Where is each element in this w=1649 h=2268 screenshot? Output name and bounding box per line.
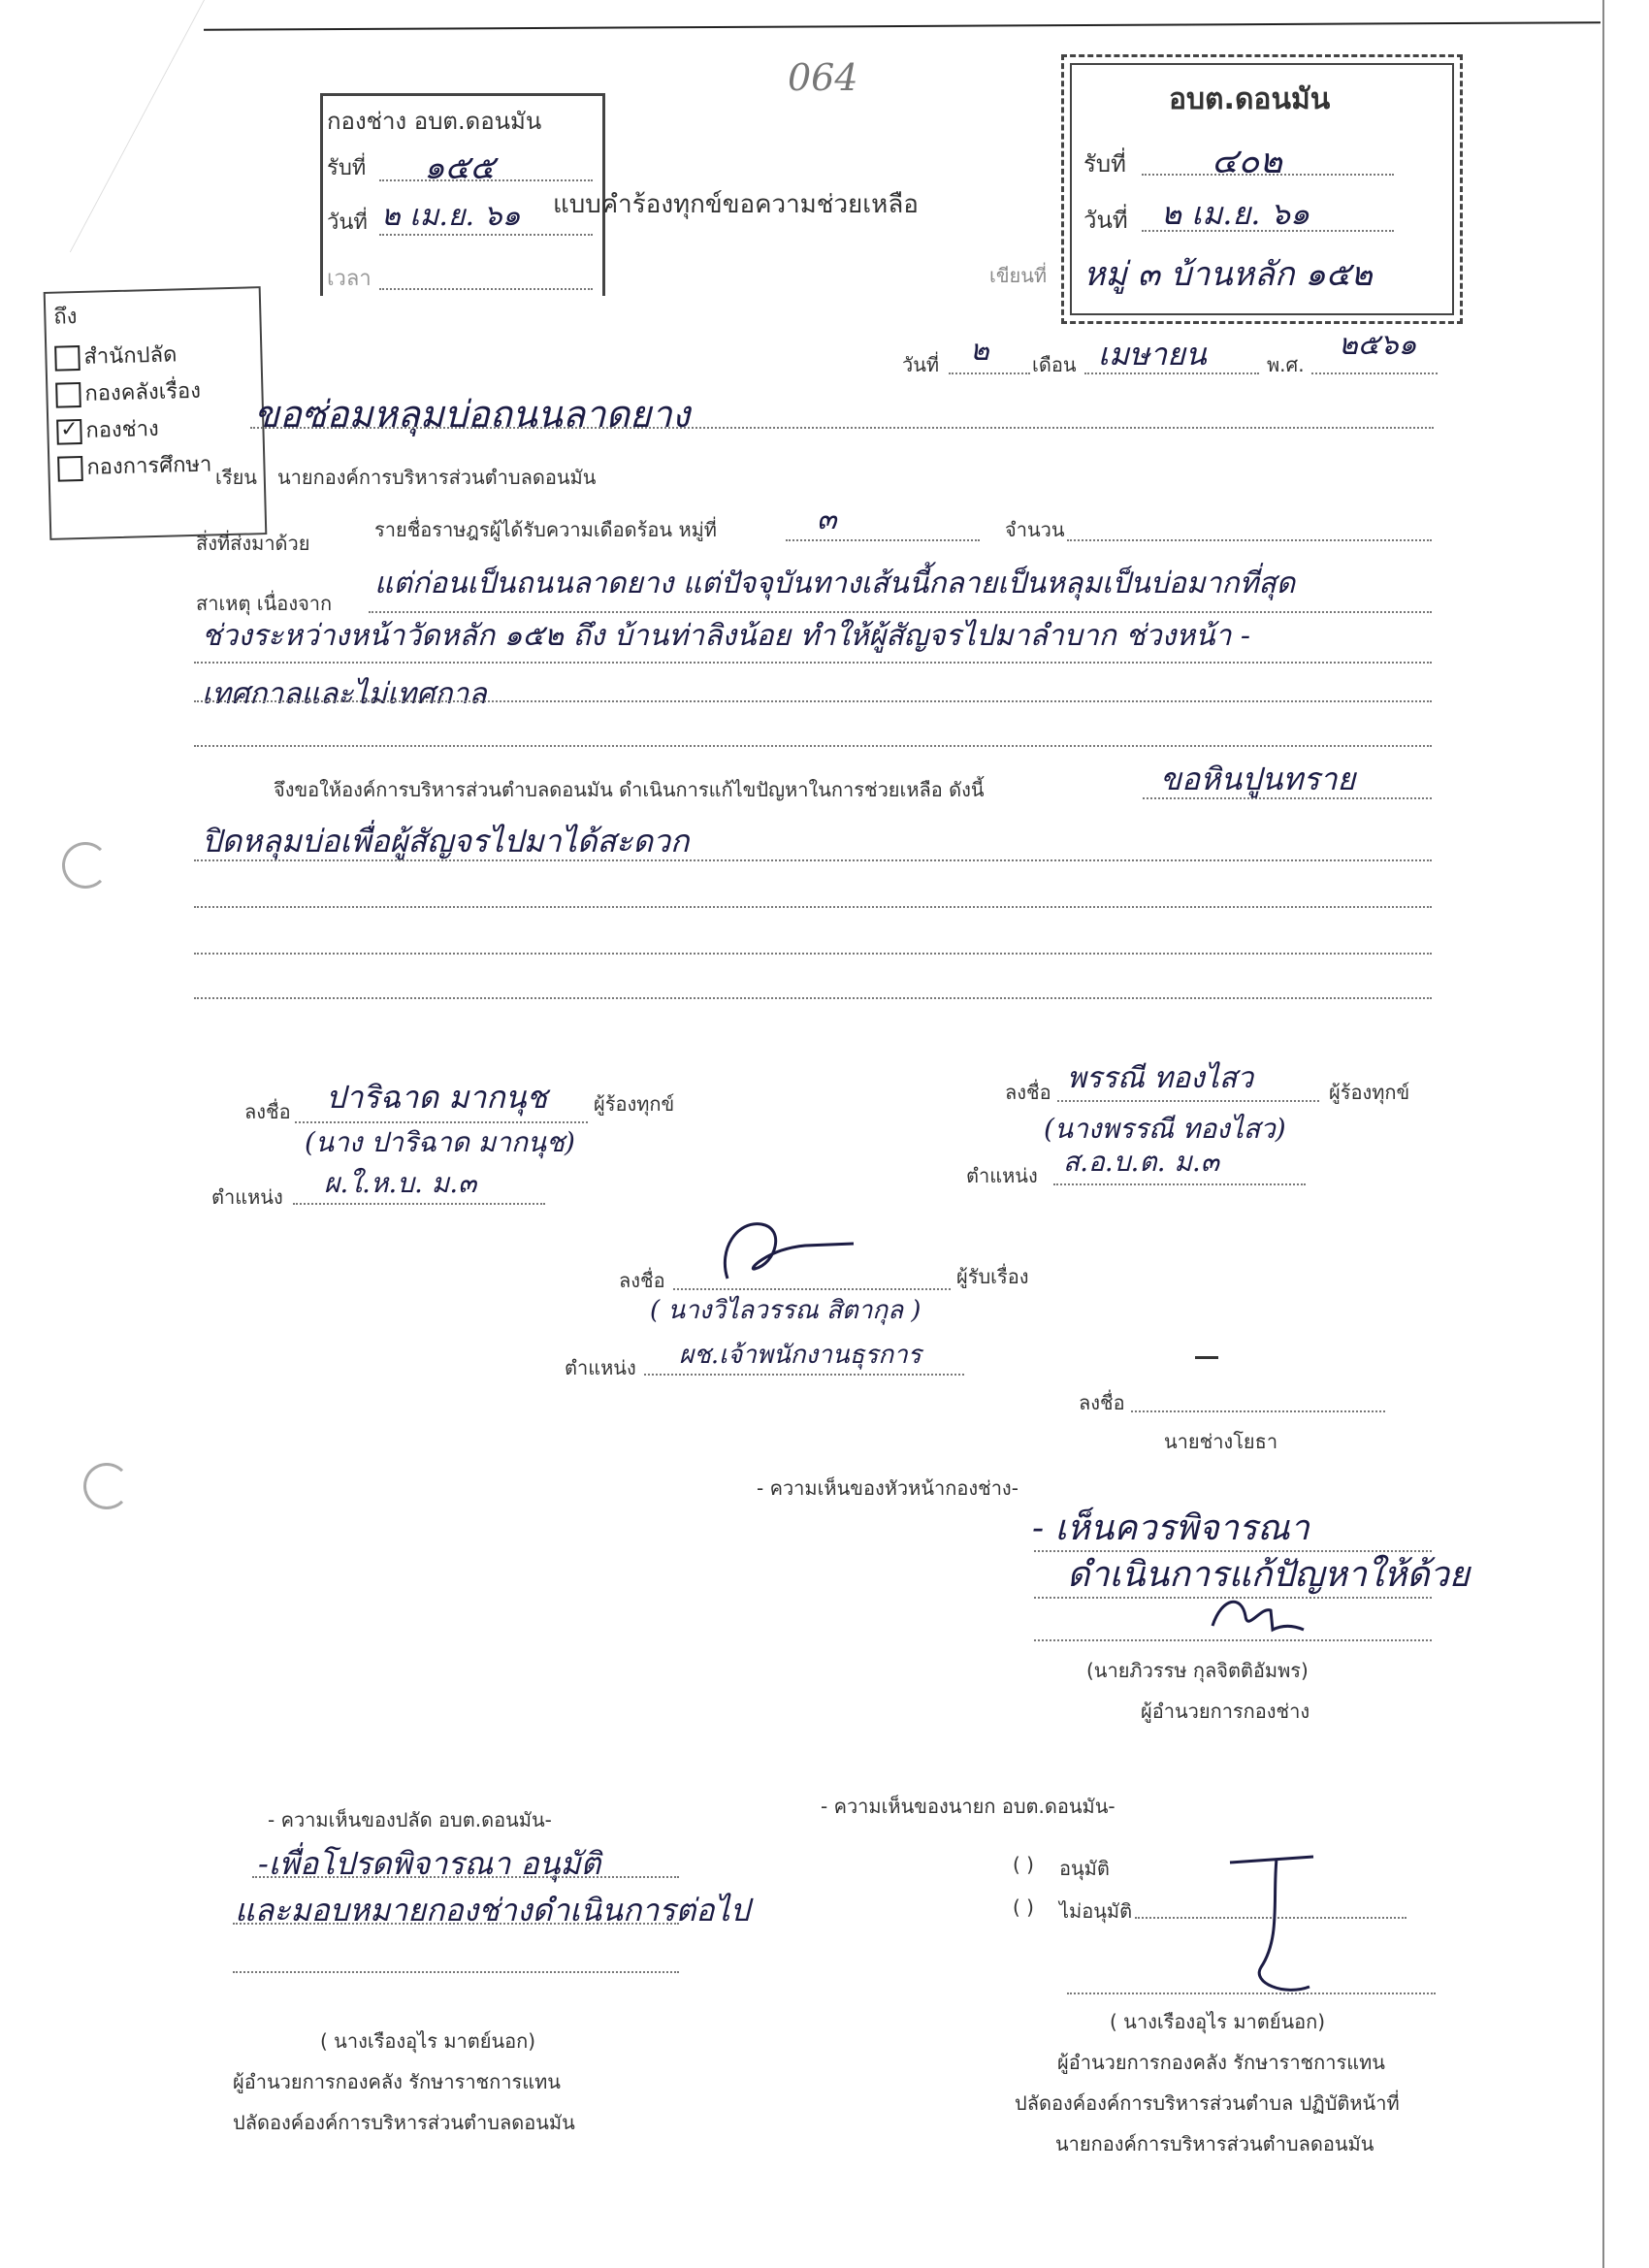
date-year-value: ๒๕๖๑ [1339,328,1417,362]
opinion-mayor-title-2: ปลัดองค์องค์การบริหารส่วนตำบล ปฏิบัติหน้าที่ [1015,2091,1400,2115]
sig-right-signature: พรรณี ทองไสว [1067,1061,1254,1095]
stamp-right-rcv-label: รับที่ [1083,150,1126,178]
opinion-palat-label: - ความเห็นของปลัด อบต.ดอนมัน- [268,1808,552,1831]
opinion-mayor-name: ( นางเรืองอุไร มาตย์นอก) [1110,2010,1326,2033]
scan-top-edge [204,21,1600,31]
request-dots-4 [194,953,1432,955]
cause-dots-3 [194,700,1432,702]
stamp-left-time-label: เวลา [327,267,372,291]
head-signature-scrawl [1203,1587,1310,1645]
sig-left-name: (นาง ปาริฉาด มากนุช) [305,1126,575,1158]
routing-item-label: กองคลังเรื่อง [84,378,202,406]
stamp-right-writer-label: เขียนที่ [989,264,1048,287]
opinion-mayor-label: - ความเห็นของนายก อบต.ดอนมัน- [821,1795,1116,1818]
opinion-palat-hw-1: -เพื่อโปรดพิจารณา อนุมัติ [258,1845,601,1882]
date-year-dots [1311,373,1438,374]
attach-moo-dots [786,539,980,541]
stamp-right-date-label: วันที่ [1083,207,1128,234]
subject-handwriting: ขอซ่อมหลุมบ่อถนนลาดยาง [254,393,691,436]
stamp-left-date-value: ๒ เม.ย. ๖๑ [381,199,521,233]
attach-text: รายชื่อราษฎรผู้ได้รับความเดือดร้อน หมู่ที่ [374,518,717,541]
approve-label: อนุมัติ [1059,1857,1110,1880]
routing-checkbox[interactable] [54,345,81,372]
sig-right-role: ผู้ร้องทุกข์ [1329,1081,1410,1104]
sig-receiver-name: ( นางวิไลวรรณ สิตากุล ) [650,1296,922,1325]
cause-line-2: ช่วงระหว่างหน้าวัดหลัก ๑๕๒ ถึง บ้านท่าลิงน้อย ทำให้ผู้สัญจรไปมาลำบาก ช่วงหน้า - [202,619,1251,653]
page-number-mark: 064 [788,56,858,99]
routing-item-label: สำนักปลัด [83,342,178,370]
subject-dots [250,427,1434,429]
sig-left-role: ผู้ร้องทุกข์ [594,1092,675,1116]
routing-stamp [44,286,268,540]
opinion-head-title: ผู้อำนวยการกองช่าง [1141,1700,1310,1723]
routing-item-samnak-palat[interactable] [54,337,210,377]
attach-label: สิ่งที่ส่งมาด้วย [196,532,310,555]
punch-hole-bottom [83,1463,130,1509]
opinion-palat-dots-3 [233,1971,679,1973]
request-prefix: จึงขอให้องค์การบริหารส่วนตำบลดอนมัน ดำเนินการแก้ไขปัญหาในการช่วยเหลือ ดังนี้ [274,778,985,801]
request-hw-1: ขอหินปูนทราย [1160,761,1356,797]
routing-list [54,337,212,488]
routing-item-kong-suksa[interactable] [57,446,212,487]
to-value: นายกองค์การบริหารส่วนตำบลดอนมัน [277,466,597,489]
stamp-right-rcv-value: ๔๐๒ [1212,142,1282,181]
sig-receiver-label: ลงชื่อ [619,1269,665,1292]
sig-receiver-role: ผู้รับเรื่อง [956,1265,1029,1288]
sig-receiver-position: ผช.เจ้าพนักงานธุรการ [679,1341,922,1370]
routing-item-kong-khlang[interactable] [55,373,210,414]
stamp-left-time-dots [379,288,593,290]
stamp-left-date-label: วันที่ [327,211,368,235]
reject-mark[interactable]: ( ) [1013,1895,1034,1919]
receiver-signature-scrawl [708,1211,863,1298]
opinion-head-hw-1: - เห็นควรพิจารณา [1032,1508,1310,1548]
routing-header: ถึง [53,305,78,330]
request-dots-2 [194,859,1432,861]
to-label: เรียน [215,466,257,489]
routing-checkbox-checked[interactable] [56,419,82,445]
checkmark-icon: ✓ [59,417,79,442]
opinion-mayor-sig-dots [1067,1993,1436,1994]
sig-right-position: ส.อ.บ.ต. ม.๓ [1063,1146,1219,1178]
date-month-label: เดือน [1032,353,1077,376]
reject-label: ไม่อนุมัติ [1059,1899,1133,1923]
opinion-mayor-title-1: ผู้อำนวยการกองคลัง รักษาราชการแทน [1057,2051,1385,2074]
date-month-value: เมษายน [1098,336,1207,373]
opinion-palat-hw-2: และมอบหมายกองช่างดำเนินการต่อไป [235,1892,750,1928]
stamp-left-rcv-label: รับที่ [327,156,367,180]
sig-engineer-dots [1131,1410,1385,1412]
sig-receiver-pos-label: ตำแหน่ง [565,1356,636,1379]
request-dots-5 [194,997,1432,999]
punch-hole-top [62,842,109,889]
sig-right-name: (นางพรรณี ทองไสว) [1044,1113,1286,1145]
request-hw-2: ปิดหลุมบ่อเพื่อผู้สัญจรไปมาได้สะดวก [202,823,690,859]
sig-left-pos-label: ตำแหน่ง [211,1185,283,1209]
routing-item-kong-chang[interactable] [56,410,211,451]
stamp-left-office: กองช่าง อบต.ดอนมัน [327,108,542,135]
opinion-palat-dots-1 [252,1876,679,1878]
routing-item-label: กองการศึกษา [86,452,212,480]
stamp-left-rcv-value: ๑๕๕ [424,148,496,187]
routing-checkbox[interactable] [57,456,83,482]
opinion-head-label: - ความเห็นของหัวหน้ากองช่าง- [757,1476,1018,1500]
opinion-palat-title-2: ปลัดองค์องค์การบริหารส่วนตำบลดอนมัน [233,2111,575,2134]
attach-count-label: จำนวน [1005,518,1065,541]
stamp-right-office: อบต.ดอนมัน [1169,82,1331,116]
routing-item-label: กองช่าง [85,416,160,443]
request-dots-3 [194,906,1432,908]
sig-right-pos-label: ตำแหน่ง [966,1164,1038,1187]
mayor-signature-scrawl [1216,1851,1333,2006]
cause-dots-4 [194,745,1432,747]
date-day-label: วันที่ [902,353,940,376]
scan-right-edge [1602,0,1604,2268]
attach-moo-value: ๓ [817,502,837,536]
scan-corner-shadow [0,0,205,252]
sig-left-signature: ปาริฉาด มากนุช [326,1079,548,1116]
opinion-palat-dots-2 [233,1923,679,1925]
opinion-head-dots-3 [1034,1639,1432,1641]
cause-label: สาเหตุ เนื่องจาก [196,592,333,615]
sig-right-label: ลงชื่อ [1005,1081,1051,1104]
opinion-head-name: (นายภิวรรษ กุลจิตติอัมพร) [1086,1659,1309,1682]
stamp-right-date-value: ๒ เม.ย. ๖๑ [1161,195,1310,232]
sig-left-position: ผ.ใ.ห.บ. ม.๓ [324,1167,477,1199]
form-title: แบบคำร้องทุกข์ขอความช่วยเหลือ [553,190,919,219]
sig-left-label: ลงชื่อ [244,1100,291,1123]
sig-engineer-label: ลงชื่อ [1079,1391,1125,1414]
attach-count-dots [1067,539,1432,541]
date-year-label: พ.ศ. [1267,353,1305,376]
opinion-palat-name: ( นางเรืองอุไร มาตย์นอก) [320,2029,536,2053]
cause-line-1: แต่ก่อนเป็นถนนลาดยาง แต่ปัจจุบันทางเส้นนี้กลายเป็นหลุมเป็นบ่อมากที่สุด [374,567,1296,600]
sig-right-pos-dots [1053,1183,1306,1185]
cause-dots-2 [194,662,1432,664]
stamp-right-writer-value: หมู่ ๓ บ้านหลัก ๑๕๒ [1083,255,1373,294]
engineer-dash-mark [1195,1356,1218,1359]
routing-checkbox[interactable] [55,382,81,408]
opinion-head-hw-2: ดำเนินการแก้ปัญหาให้ด้วย [1067,1555,1470,1595]
stamp-right [1061,54,1463,324]
date-day-value: ๒ [970,334,989,368]
sig-engineer-title: นายช่างโยธา [1164,1430,1278,1453]
cause-line-3: เทศกาลและไม่เทศกาล [202,677,487,711]
opinion-mayor-title-3: นายกองค์การบริหารส่วนตำบลดอนมัน [1055,2132,1374,2155]
opinion-palat-title-1: ผู้อำนวยการกองคลัง รักษาราชการแทน [233,2070,561,2093]
date-day-dots [949,373,1030,374]
approve-mark[interactable]: ( ) [1013,1853,1034,1876]
